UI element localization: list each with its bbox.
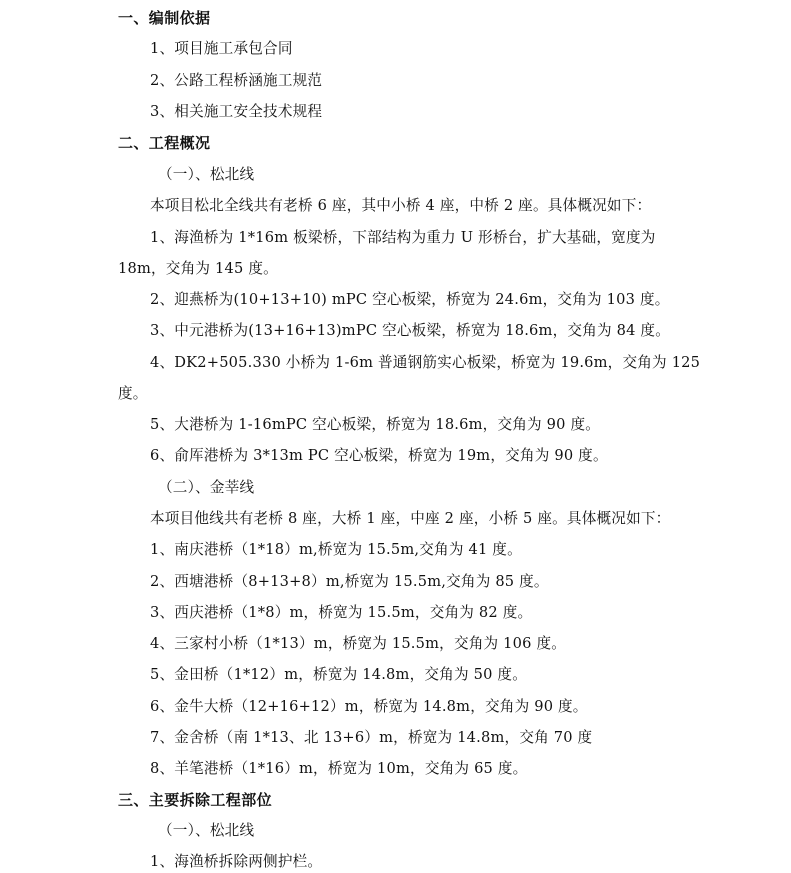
subsection-title: （一）、松北线	[158, 166, 255, 183]
bridge-item: 6、俞厍港桥为 3*13m PC 空心板梁，桥宽为 19m，交角为 90 度。	[150, 447, 608, 464]
bridge-item: 1、海渔桥为 1*16m 板梁桥，下部结构为重力 U 形桥台，扩大基础，宽度为	[150, 229, 656, 246]
demolition-item: 1、海渔桥拆除两侧护栏。	[150, 853, 323, 870]
subsection-title: （一）、松北线	[158, 822, 255, 839]
bridge-item: 8、羊笔港桥（1*16）m，桥宽为 10m，交角为 65 度。	[150, 760, 528, 777]
section-heading-overview: 二、工程概况	[118, 134, 211, 152]
bridge-item: 6、金牛大桥（12+16+12）m，桥宽为 14.8m，交角为 90 度。	[150, 698, 588, 715]
bridge-item: 4、三家村小桥（1*13）m，桥宽为 15.5m，交角为 106 度。	[150, 635, 567, 652]
bridge-item: 5、金田桥（1*12）m，桥宽为 14.8m，交角为 50 度。	[150, 666, 527, 683]
bridge-item: 2、迎燕桥为(10+13+10) mPC 空心板梁，桥宽为 24.6m，交角为 103 度。	[150, 291, 670, 308]
bridge-item: 4、DK2+505.330 小桥为 1-6m 普通钢筋实心板梁，桥宽为 19.6m，交角为 125	[150, 354, 701, 371]
basis-item: 2、公路工程桥涵施工规范	[150, 72, 323, 89]
subsection-intro: 本项目他线共有老桥 8 座，大桥 1 座，中座 2 座，小桥 5 座。具体概况如下：	[150, 510, 671, 527]
bridge-item: 3、西庆港桥（1*8）m，桥宽为 15.5m，交角为 82 度。	[150, 604, 533, 621]
section-heading-demolition: 三、主要拆除工程部位	[118, 791, 273, 809]
subsection-title: （二）、金莘线	[158, 479, 255, 496]
bridge-item: 7、金舍桥（南 1*13、北 13+6）m，桥宽为 14.8m，交角 70 度	[150, 729, 593, 746]
bridge-item-continuation: 度。	[118, 385, 148, 402]
bridge-item: 2、西塘港桥（8+13+8）m,桥宽为 15.5m,交角为 85 度。	[150, 573, 549, 590]
bridge-item-continuation: 18m，交角为 145 度。	[118, 260, 278, 277]
bridge-item: 3、中元港桥为(13+16+13)mPC 空心板梁，桥宽为 18.6m，交角为 84 度。	[150, 322, 670, 339]
subsection-intro: 本项目松北全线共有老桥 6 座，其中小桥 4 座，中桥 2 座。具体概况如下：	[150, 197, 652, 214]
bridge-item: 5、大港桥为 1-16mPC 空心板梁，桥宽为 18.6m，交角为 90 度。	[150, 416, 601, 433]
section-heading-basis: 一、编制依据	[118, 9, 211, 27]
basis-item: 3、相关施工安全技术规程	[150, 103, 323, 120]
basis-item: 1、项目施工承包合同	[150, 40, 293, 57]
bridge-item: 1、南庆港桥（1*18）m,桥宽为 15.5m,交角为 41 度。	[150, 541, 522, 558]
